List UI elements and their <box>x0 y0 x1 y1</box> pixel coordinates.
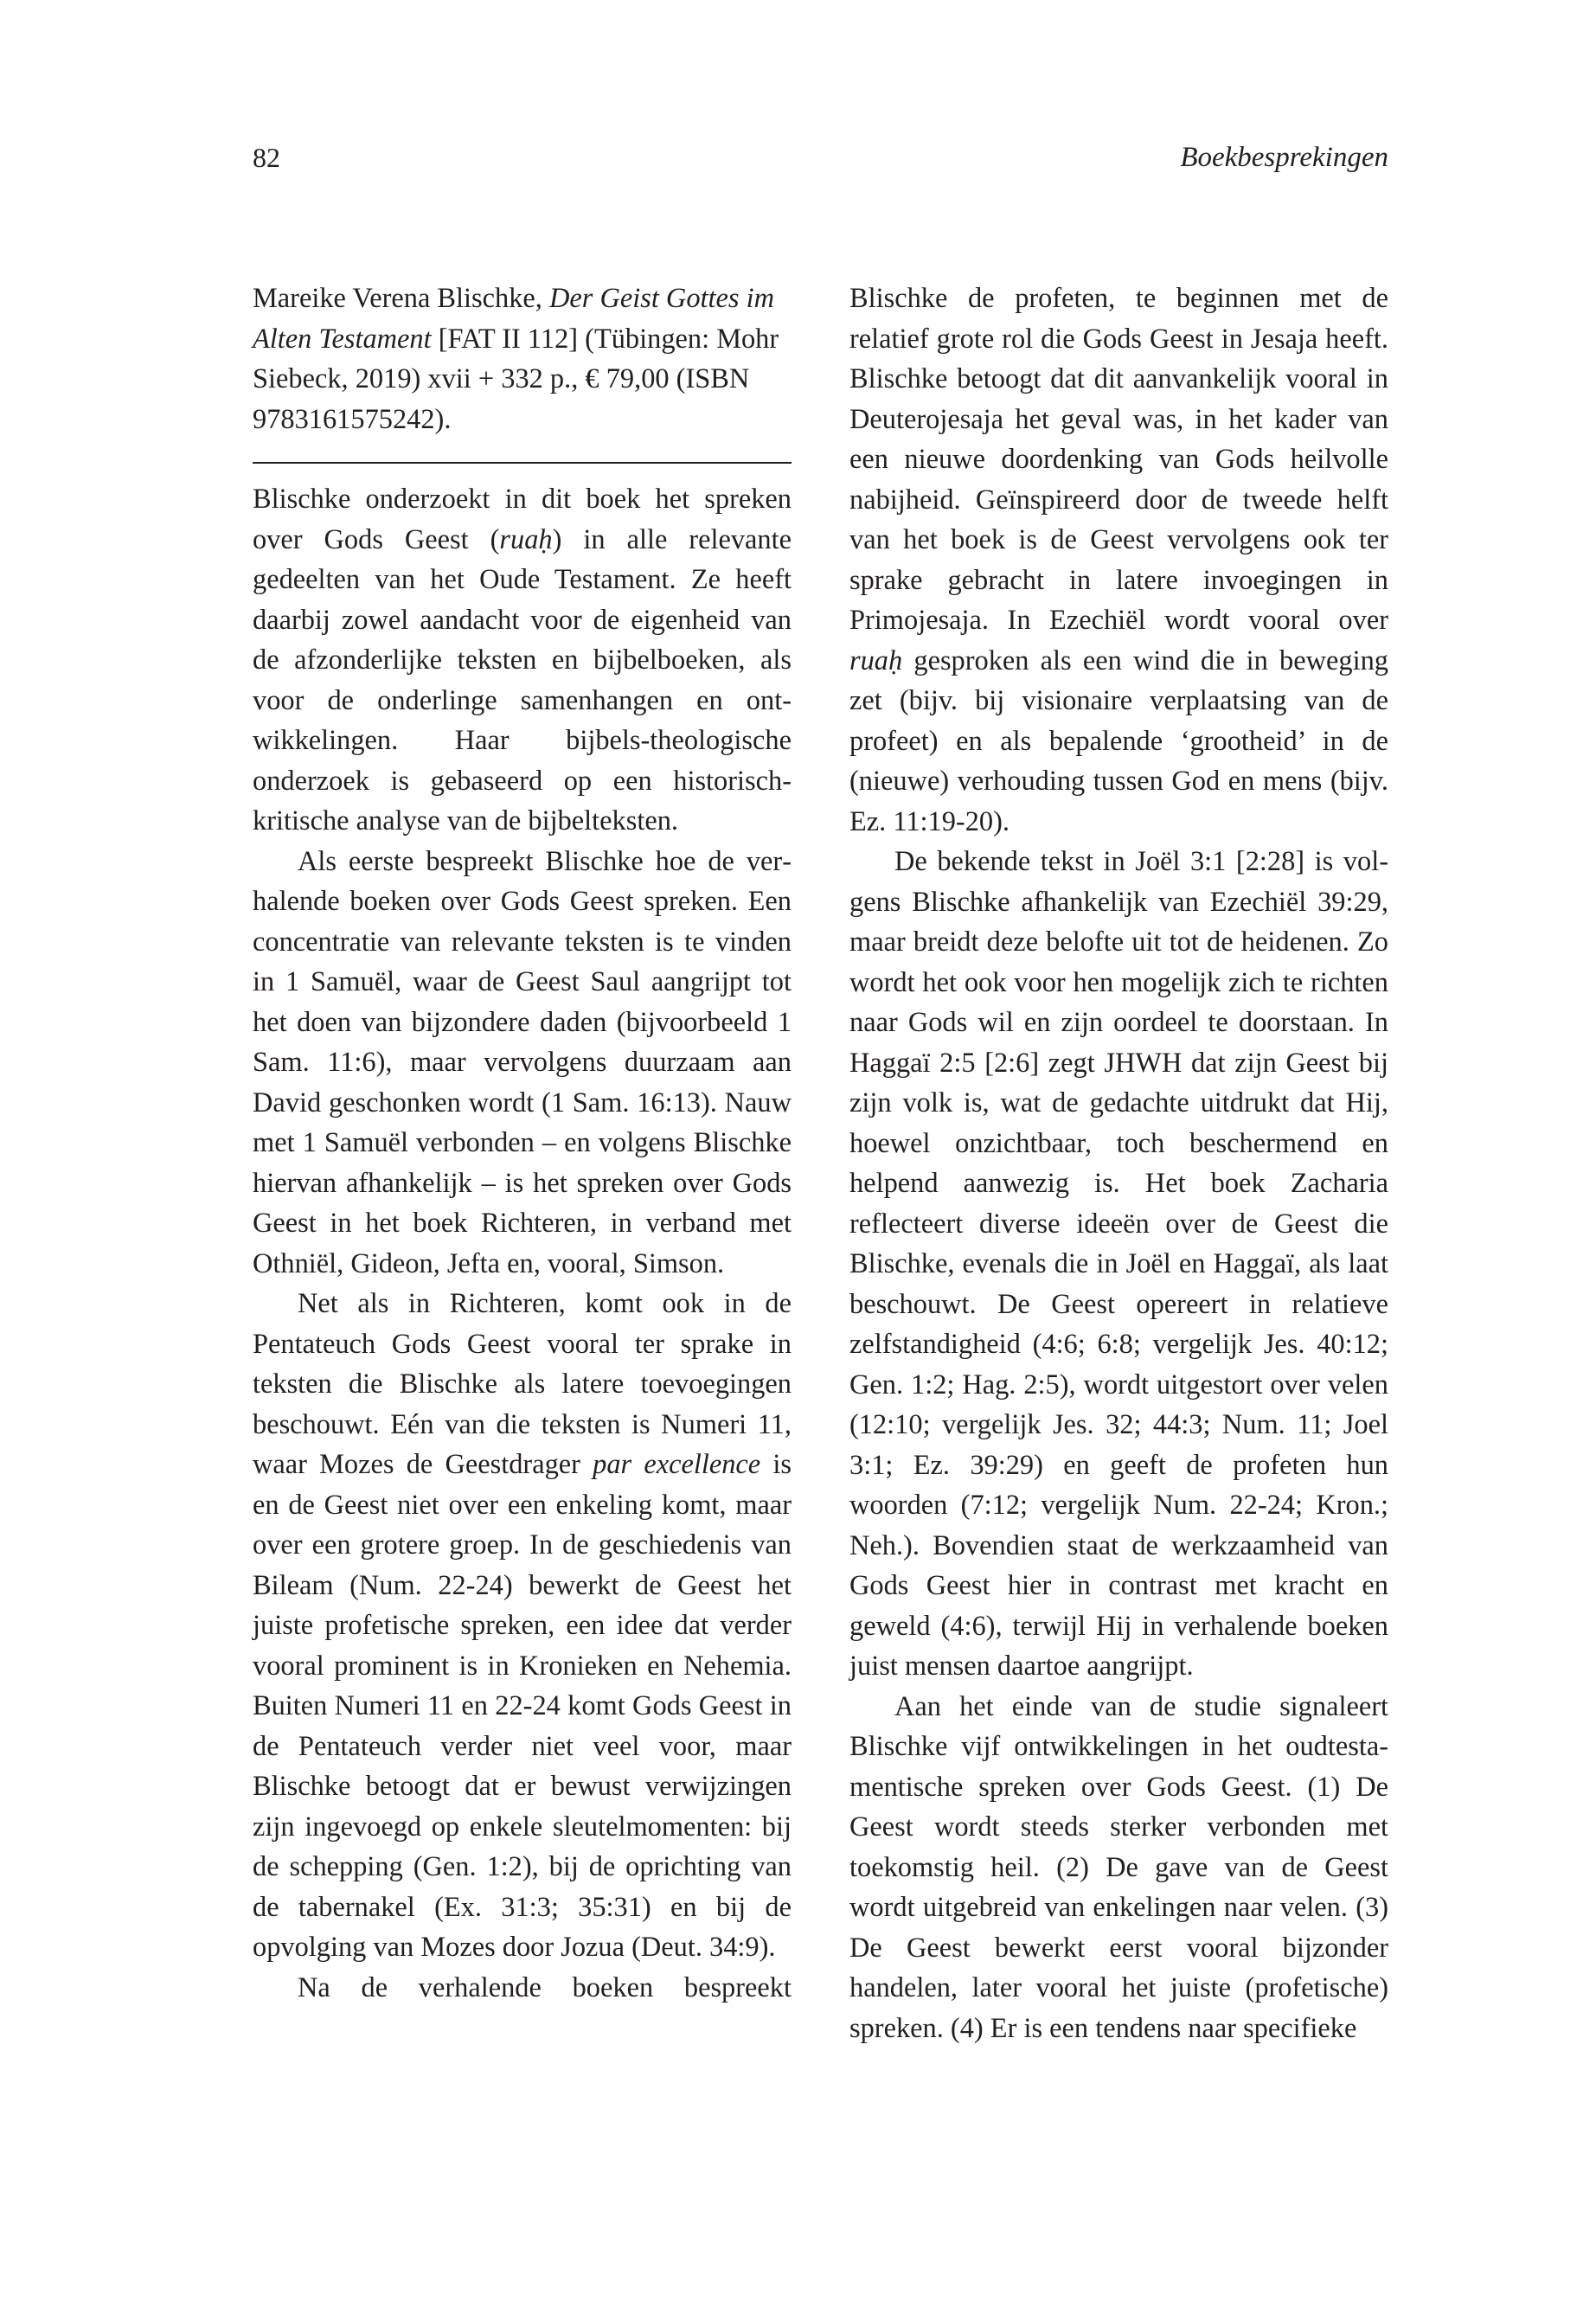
review-paragraph: Aan het einde van de studie signaleert Blischke vijf ontwikkelingen in het oudtestamentische spreken over Gods Geest. (1) De Geest wordt steeds sterker verbonden met toekomstig heil. (2) De gave van de Geest wordt uitgebreid van enkelingen naar velen. (3) De Geest bewerkt eerst vooral bijzonder handelen, later vooral het juiste (profetische) spreken. (4) Er is een tendens naar specifieke <box>849 1690 1388 2044</box>
page-number: 82 <box>253 142 280 173</box>
citation-author: Mareike Verena Blischke, <box>253 283 549 314</box>
italic-term: ruaḥ <box>499 523 553 555</box>
citation-details: [FAT II 112] (Tübingen: Mohr Siebeck, 2019) xvii + 332 p., € 79,00 (ISBN 9783161575242). <box>253 323 779 435</box>
review-paragraph: De bekende tekst in Joël 3:1 [2:28] is volgens Blischke afhankelijk van Ezechiël 39:29, maar breidt deze belofte uit tot de heidenen. Zo wordt het ook voor hen mogelijk zich te richten naar Gods wil en zijn oordeel te doorstaan. In Haggaï 2:5 [2:6] zegt JHWH dat zijn Geest bij zijn volk is, wat de gedachte uitdrukt dat Hij, hoewel onzichtbaar, toch beschermend en helpend aanwezig is. Het boek Zacharia reflecteert diverse ideeën over de Geest die Blischke, evenals die in Joël en Haggaï, als laat beschouwt. De Geest opereert in relatieve zelfstandigheid (4:6; 6:8; vergelijk Jes. 40:12; Gen. 1:2; Hag. 2:5), wordt uitgestort over velen (12:10; vergelijk Jes. 32; 44:3; Num. 11; Joel 3:1; Ez. 39:29) en geeft de profeten hun woorden (7:12; vergelijk Num. 22-24; Kron.; Neh.). Bovendien staat de werkzaamheid van Gods Geest hier in contrast met kracht en geweld (4:6), terwijl Hij in verhalende boeken juist mensen daartoe aangrijpt. <box>849 846 1388 1682</box>
running-head-title: Boekbesprekingen <box>1180 142 1388 173</box>
review-paragraph: Als eerste bespreekt Blischke hoe de verhalende boeken over Gods Geest spreken. Een concentratie van relevante teksten is te vinden in 1 Samuël, waar de Geest Saul aangrijpt tot het doen van bijzondere daden (bijvoorbeeld 1 Sam. 11:6), maar vervolgens duurzaam aan David geschonken wordt (1 Sam. 16:13). Nauw met 1 Samuël verbonden – en volgens Blischke hiervan afhankelijk – is het spreken over Gods Geest in het boek Richteren, in verband met Othniël, Gideon, Jefta en, vooral, Simson. <box>253 845 792 1279</box>
left-column <box>253 279 792 2008</box>
review-paragraph: Net als in Richteren, komt ook in de Pentateuch Gods Geest vooral ter sprake in teksten die Blischke als latere toevoegingen beschouwt. Eén van die teksten is Numeri 11, waar Mozes de Geestdrager par excellence is en de Geest niet over een enkeling komt, maar over een grotere groep. In de geschiedenis van Bileam (Num. 22-24) bewerkt de Geest het juiste profetische spreken, een idee dat verder vooral prominent is in Kronieken en Nehemia. Buiten Numeri 11 en 22-24 komt Gods Geest in de Pentateuch verder niet veel voor, maar Blischke betoogt dat er bewust verwijzingen zijn ingevoegd op enkele sleutelmomenten: bij de schepping (Gen. 1:2), bij de oprichting van de tabernakel (Ex. 31:3; 35:31) en bij de opvolging van Mozes door Jozua (Deut. 34:9). <box>253 1288 792 1963</box>
book-citation <box>253 279 792 464</box>
review-paragraph-continued: Na de verhalende boeken bespreekt <box>298 1971 792 2003</box>
italic-term: par excellence <box>593 1449 761 1480</box>
review-paragraph: Blischke de profeten, te beginnen met de relatief grote rol die Gods Geest in Jesaja heeft. Blischke betoogt dat dit aanvankelijk vooral in Deuterojesaja het geval was, in het kader van een nieuwe doordenking van Gods heilvolle nabijheid. Geïnspireerd door de tweede helft van het boek is de Geest vervolgens ook ter sprake gebracht in latere invoegingen in Primojesaja. In Ezechiël wordt vooral over ruaḥ gesproken als een wind die in beweging zet (bijv. bij visionaire verplaatsing van de profeet) en als bepalende ‘grootheid’ in de (nieuwe) verhouding tussen God en mens (bijv. Ez. 11:19-20). <box>849 283 1388 837</box>
right-column <box>849 279 1388 2048</box>
italic-term: ruaḥ <box>849 644 903 676</box>
citation-title: Der Geist Gottes im Alten Testament <box>253 283 774 355</box>
review-paragraph: Blischke onderzoekt in dit boek het spreken over Gods Geest (ruaḥ) in alle relevante gedeelten van het Oude Testament. Ze heeft daarbij zowel aandacht voor de eigenheid van de afzonderlijke teksten en bijbelboeken, als voor de onderlinge samenhangen en ontwikkelingen. Haar bijbels-theologische onderzoek is gebaseerd op een historisch-kritische analyse van de bijbelteksten. <box>253 484 792 836</box>
